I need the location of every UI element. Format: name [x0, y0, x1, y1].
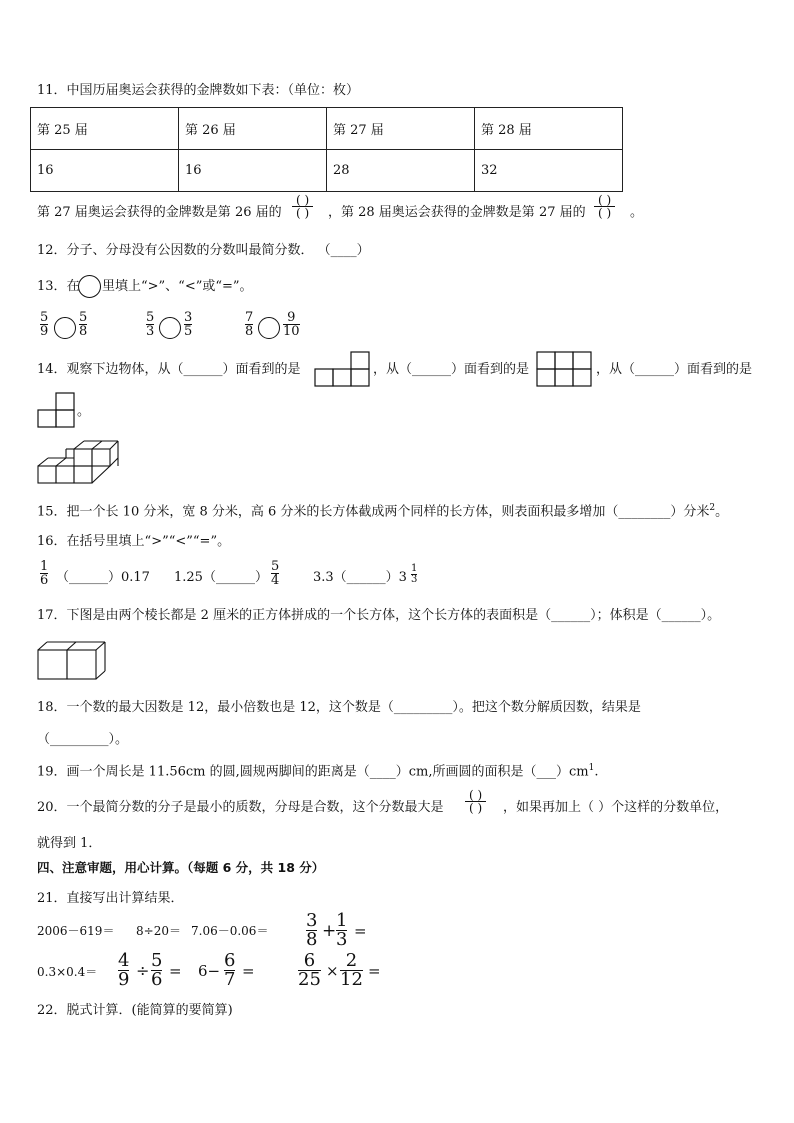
q15-body: 15．把一个长 10 分米，宽 8 分米，高 6 分米的长方体截成两个同样的长方体，则表面积最多增加（________）分米: [37, 504, 710, 520]
equals-sign: =: [242, 962, 255, 980]
cuboid-figure: [37, 641, 109, 681]
fraction-4-9: [118, 952, 129, 989]
operator-divide: ÷: [136, 961, 150, 980]
fraction-blank-bottom: ( ): [296, 206, 310, 220]
object-cubes-figure: [37, 440, 119, 484]
numerator: 7: [245, 310, 254, 325]
table-header-row: [31, 108, 623, 150]
table-row: [31, 150, 623, 192]
table-cell: 16: [31, 150, 179, 192]
numerator: 5: [40, 310, 49, 325]
fraction-3-5: [184, 311, 192, 338]
view-shape-3: [38, 392, 78, 428]
numerator: 5: [79, 310, 88, 325]
view-shape-2: [537, 351, 593, 387]
denominator: 9: [118, 969, 130, 990]
denominator: 12: [340, 969, 363, 990]
answer-circle[interactable]: [78, 275, 101, 298]
numerator: 2: [345, 950, 358, 971]
fraction-3-8: [306, 912, 317, 949]
answer-circle[interactable]: [54, 317, 76, 339]
answer-circle[interactable]: [258, 317, 280, 339]
numerator: 5: [146, 310, 155, 325]
q19-text: [37, 764, 599, 778]
fraction-1-6: [40, 560, 48, 587]
calc-item: 2006－619＝: [37, 924, 115, 938]
equals-sign: =: [368, 962, 381, 980]
numerator: 1: [336, 910, 348, 931]
q17-text: 17．下图是由两个棱长都是 2 厘米的正方体拼成的一个长方体，这个长方体的表面积是（______）；体积是（______）。: [37, 608, 721, 623]
q14-end: 。: [77, 404, 91, 419]
operator-plus: +: [322, 921, 337, 941]
denominator: 6: [40, 573, 49, 588]
answer-fraction-blank[interactable]: [292, 194, 313, 219]
q19-end: .: [594, 764, 599, 780]
equals-sign: =: [169, 962, 182, 980]
numerator: 3: [184, 310, 193, 325]
fraction-1-3: [411, 564, 417, 585]
fraction-blank-bottom: ( ): [469, 801, 483, 815]
fraction-2-12: [340, 952, 363, 989]
numerator: 1: [411, 563, 418, 574]
table-cell: 28: [327, 150, 475, 192]
calc-lead: 6−: [198, 962, 221, 980]
denominator: 3: [411, 574, 418, 585]
fraction-1-3: [336, 912, 347, 949]
q13-prefix: 13．在: [37, 279, 80, 294]
fraction-5-3: [146, 311, 154, 338]
denominator: 3: [146, 324, 155, 339]
numerator: 5: [151, 950, 163, 971]
fraction-5-8: [79, 311, 87, 338]
fraction-9-10: [283, 311, 300, 338]
fraction-6-25: [298, 952, 321, 989]
q15-sup: 2: [709, 503, 716, 513]
fraction-5-4: [271, 560, 279, 587]
q13-suffix: 里填上“>”、“<”或“=”。: [102, 279, 253, 294]
q11-title: 11．中国历届奥运会获得的金牌数如下表：（单位：枚）: [37, 83, 360, 98]
denominator: 25: [298, 969, 321, 990]
table-cell: 16: [179, 150, 327, 192]
q20-line2: 就得到 1．: [37, 836, 102, 851]
table-header-cell: 第 28 届: [475, 108, 623, 150]
fraction-7-8: [245, 311, 253, 338]
denominator: 8: [79, 324, 88, 339]
table-header-cell: 第 26 届: [179, 108, 327, 150]
table-header-cell: 第 25 届: [31, 108, 179, 150]
denominator: 4: [271, 573, 280, 588]
denominator: 8: [245, 324, 254, 339]
denominator: 7: [224, 969, 236, 990]
fraction-5-9: [40, 311, 48, 338]
answer-fraction-blank[interactable]: [465, 789, 486, 814]
view-shape-1: [315, 351, 371, 387]
section-title: 四、注意审题，用心计算。（每题 6 分，共 18 分）: [37, 860, 325, 875]
fraction-blank-top: ( ): [598, 193, 612, 207]
q18-line1: 18．一个数的最大因数是 12，最小倍数也是 12，这个数是（_________）。把这个数分解质因数，结果是: [37, 700, 641, 715]
medal-table: [30, 107, 623, 192]
table-cell: 32: [475, 150, 623, 192]
fraction-blank-bottom: ( ): [598, 206, 612, 220]
fraction-blank-top: ( ): [469, 788, 483, 802]
q15-text: [37, 504, 728, 518]
q14-part3: ，从（______）面看到的是: [596, 362, 753, 377]
table-header-cell: 第 27 届: [327, 108, 475, 150]
calc-item: 0.3×0.4＝: [37, 965, 98, 979]
q11-sentence-a: 第 27 届奥运会获得的金牌数是第 26 届的: [37, 205, 282, 220]
q14-part1: 14．观察下边物体，从（______）面看到的是: [37, 362, 301, 377]
q19-sup: 1: [588, 763, 595, 773]
q19-body: 19．画一个周长是 11.56cm 的圆,圆规两脚间的距离是（____）cm,所画圆的面积是（___）cm: [37, 764, 589, 780]
answer-circle[interactable]: [159, 317, 181, 339]
numerator: 9: [287, 310, 296, 325]
numerator: 4: [118, 950, 130, 971]
q11-end: 。: [630, 205, 644, 220]
numerator: 6: [303, 950, 316, 971]
q16-item3-left[interactable]: 3.3（______）3: [313, 570, 407, 585]
operator-times: ×: [326, 962, 339, 980]
denominator: 5: [184, 324, 193, 339]
q20-part2: ，如果再加上（ ）个这样的分数单位，: [503, 800, 729, 815]
calc-item: 8÷20＝: [136, 924, 181, 938]
fraction-5-6: [151, 952, 162, 989]
numerator: 5: [271, 559, 280, 574]
denominator: 9: [40, 324, 49, 339]
q12-text: 12．分子、分母没有公因数的分数叫最简分数． （____）: [37, 243, 370, 258]
denominator: 6: [151, 969, 163, 990]
calc-item: 7.06－0.06＝: [191, 924, 269, 938]
q21-title: 21．直接写出计算结果．: [37, 891, 184, 906]
fraction-blank-top: ( ): [296, 193, 310, 207]
q11-sentence-b: ，第 28 届奥运会获得的金牌数是第 27 届的: [328, 205, 586, 220]
q15-end: 。: [715, 504, 729, 520]
denominator: 3: [336, 929, 348, 950]
numerator: 1: [40, 559, 49, 574]
q16-item2-left[interactable]: 1.25（______）: [174, 570, 268, 585]
fraction-6-7: [224, 952, 235, 989]
denominator: 8: [306, 929, 318, 950]
q18-line2: （_________）。: [37, 732, 129, 747]
q20-part1: 20．一个最简分数的分子是最小的质数，分母是合数，这个分数最大是: [37, 800, 444, 815]
q16-item1-blank[interactable]: （______）0.17: [56, 570, 150, 585]
q22-title: 22．脱式计算．(能简算的要简算): [37, 1003, 233, 1018]
q14-part2: ，从（______）面看到的是: [373, 362, 530, 377]
numerator: 3: [306, 910, 318, 931]
q16-title: 16．在括号里填上“>”“<”“=”。: [37, 534, 231, 549]
numerator: 6: [224, 950, 236, 971]
answer-fraction-blank[interactable]: [594, 194, 615, 219]
denominator: 10: [283, 324, 300, 339]
equals-sign: =: [354, 922, 367, 940]
